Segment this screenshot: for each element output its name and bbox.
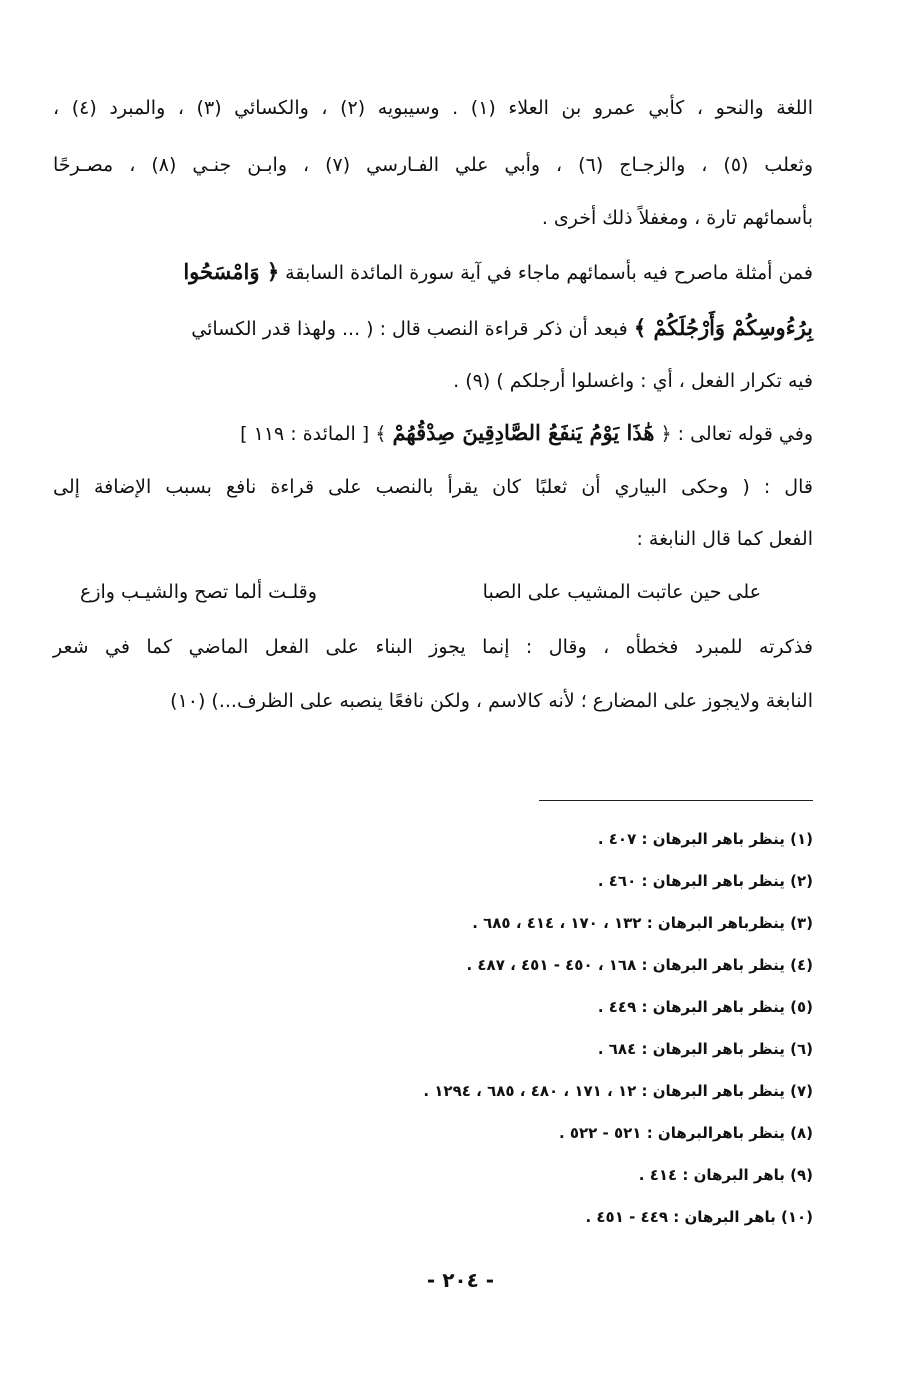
footnote-8: (٨) ينظر باهرالبرهان : ٥٢١ - ٥٢٢ . (558, 1124, 813, 1142)
footnote-4: (٤) ينظر باهر البرهان : ١٦٨ ، ٤٥٠ - ٤٥١ ، ٤٨٧ . (466, 956, 813, 974)
body-line-4-text: فمن أمثلة ماصرح فيه بأسمائهم ماجاء في آية سورة المائدة السابقة (285, 262, 813, 284)
body-line-4 (53, 257, 813, 288)
body-line-7-suffix: ﴾ [ المائدة : ١١٩ ] (240, 423, 387, 445)
body-line-8: قال : ( وحكى البياري أن ثعلبًا كان يقرأ بالنصب على قراءة نافع بسبب الإضافة إلى (53, 476, 813, 498)
footnote-2: (٢) ينظر باهر البرهان : ٤٦٠ . (597, 872, 813, 890)
footnote-10: (١٠) باهر البرهان : ٤٤٩ - ٤٥١ . (585, 1208, 813, 1226)
footnote-5: (٥) ينظر باهر البرهان : ٤٤٩ . (597, 998, 813, 1016)
quran-fragment-1: ﴿ وَامْسَحُوا (183, 259, 280, 284)
body-line-2: وثعلب (٥) ، والزجـاج (٦) ، وأبي علي الفـارسي (٧) ، وابـن جنـي (٨) ، مصـرحًا (53, 154, 813, 176)
page-number: - ٢٠٤ - (426, 1268, 495, 1292)
body-line-5 (53, 313, 813, 344)
footnote-3: (٣) ينظرباهر البرهان : ١٣٢ ، ١٧٠ ، ٤١٤ ، ٦٨٥ . (472, 914, 813, 932)
body-line-1: اللغة والنحو ، كأبي عمرو بن العلاء (١) . وسيبويه (٢) ، والكسائي (٣) ، والمبرد (٤) ، (53, 97, 813, 119)
body-line-6: فيه تكرار الفعل ، أي : واغسلوا أرجلكم ) (٩) . (453, 370, 813, 392)
footnote-separator (539, 800, 813, 801)
body-line-7-prefix: وفي قوله تعالى : ﴿ (660, 423, 813, 445)
footnote-7: (٧) ينظر باهر البرهان : ١٢ ، ١٧١ ، ٤٨٠ ، ٦٨٥ ، ١٢٩٤ . (423, 1082, 813, 1100)
body-line-3: بأسمائهم تارة ، ومغفلاً ذلك أخرى . (541, 207, 813, 229)
body-line-5-text: فبعد أن ذكر قراءة النصب قال : ( ... ولهذا قدر الكسائي (191, 318, 628, 340)
quran-verse-maidah-119: هَٰذَا يَوْمُ يَنفَعُ الصَّادِقِينَ صِدْقُهُمْ (392, 420, 655, 445)
poem-hemistich-right: على حين عاتبت المشيب على الصبا (482, 581, 761, 603)
quran-fragment-2: بِرُءُوسِكُمْ وَأَرْجُلَكُمْ ﴾ (633, 315, 813, 340)
body-line-11: النابغة ولايجوز على المضارع ؛ لأنه كالاسم ، ولكن نافعًا ينصبه على الظرف...) (١٠) (170, 690, 813, 712)
poem-hemistich-left: وقلـت ألما تصح والشيـب وازع (80, 581, 317, 603)
body-line-10: فذكرته للمبرد فخطأه ، وقال : إنما يجوز البناء على الفعل الماضي كما في شعر (53, 636, 813, 658)
footnote-9: (٩) باهر البرهان : ٤١٤ . (638, 1166, 813, 1184)
body-line-7 (53, 418, 813, 449)
footnote-6: (٦) ينظر باهر البرهان : ٦٨٤ . (597, 1040, 813, 1058)
footnote-1: (١) ينظر باهر البرهان : ٤٠٧ . (597, 830, 813, 848)
body-line-9: الفعل كما قال النابغة : (636, 528, 813, 550)
